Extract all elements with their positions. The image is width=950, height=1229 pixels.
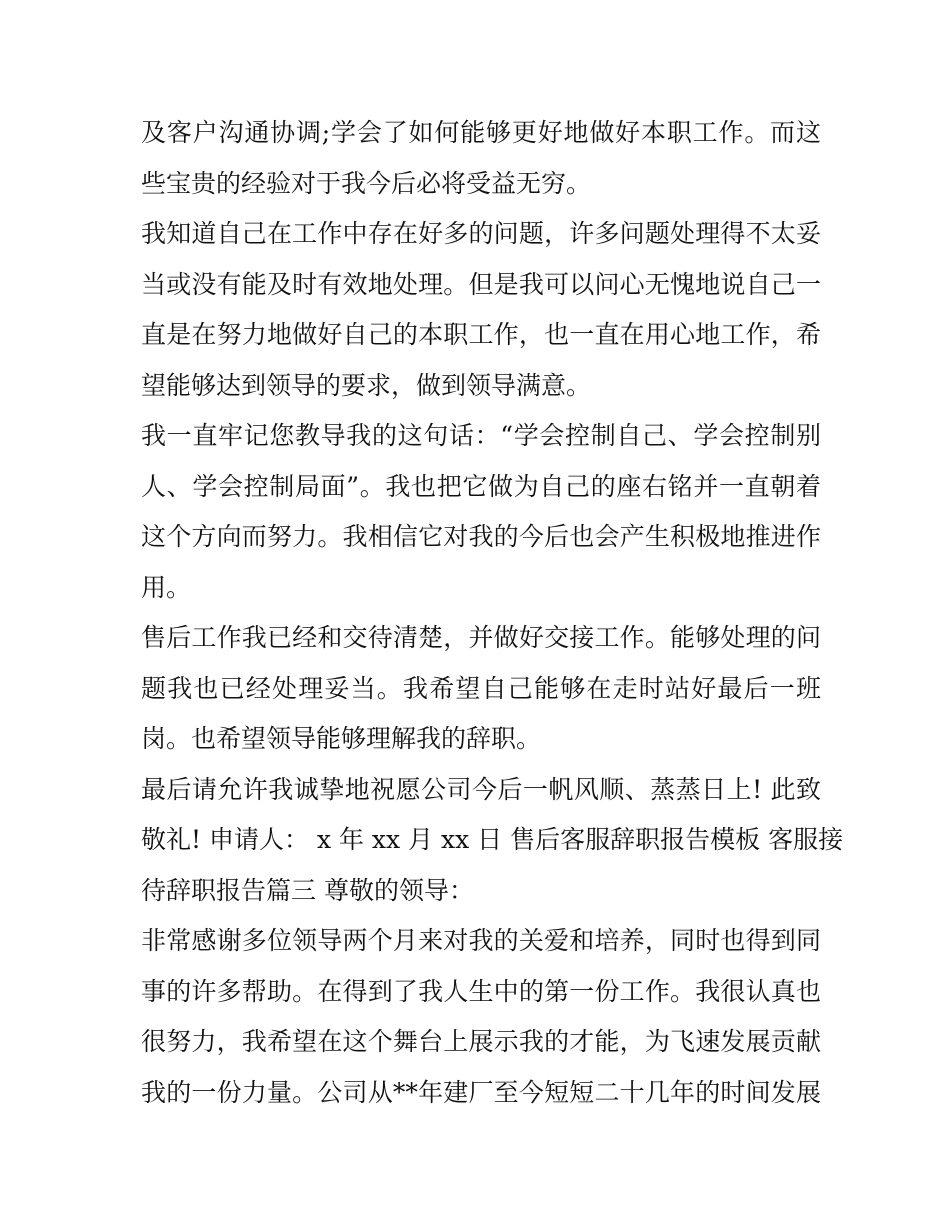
text-line: 非常感谢多位领导两个月来对我的关爱和培养，同时也得到同 [141, 926, 821, 955]
text-line: 用。 [141, 572, 192, 602]
text-line: 我的一份力量。公司从**年建厂至今短短二十几年的时间发展 [141, 1077, 821, 1107]
text-line: 售后工作我已经和交待清楚，并做好交接工作。能够处理的问 [141, 623, 821, 652]
text-line: 事的许多帮助。在得到了我人生中的第一份工作。我很认真也 [141, 976, 821, 1006]
text-line: 望能够达到领导的要求，做到领导满意。 [141, 370, 592, 400]
text-line: 我知道自己在工作中存在好多的问题，许多问题处理得不太妥 [141, 219, 821, 248]
text-line: 些宝贵的经验对于我今后必将受益无穷。 [141, 168, 592, 198]
text-line: 待辞职报告篇三 尊敬的领导： [141, 875, 474, 905]
text-line: 很努力，我希望在这个舞台上展示我的才能，为飞速发展贡献 [141, 1027, 821, 1056]
text-line: 及客户沟通协调;学会了如何能够更好地做好本职工作。而这 [141, 118, 821, 147]
text-line: 这个方向而努力。我相信它对我的今后也会产生积极地推进作 [141, 522, 821, 551]
text-line: 当或没有能及时有效地处理。但是我可以问心无愧地说自己一 [141, 269, 821, 299]
text-line: 直是在努力地做好自己的本职工作，也一直在用心地工作，希 [141, 320, 821, 349]
text-line: 敬礼! 申请人： x 年 xx 月 xx 日 售后客服辞职报告模板 客服接 [141, 825, 844, 854]
text-line: 岗。也希望领导能够理解我的辞职。 [141, 724, 542, 753]
text-line: 人、学会控制局面”。我也把它做为自己的座右铭并一直朝着 [141, 471, 821, 501]
document-body [141, 108, 844, 1118]
text-line: 题我也已经处理妥当。我希望自己能够在走时站好最后一班 [141, 673, 821, 703]
text-line: 最后请允许我诚挚地祝愿公司今后一帆风顺、蒸蒸日上! 此致 [141, 774, 821, 804]
text-line: 我一直牢记您教导我的这句话：“学会控制自己、学会控制别 [141, 421, 821, 450]
